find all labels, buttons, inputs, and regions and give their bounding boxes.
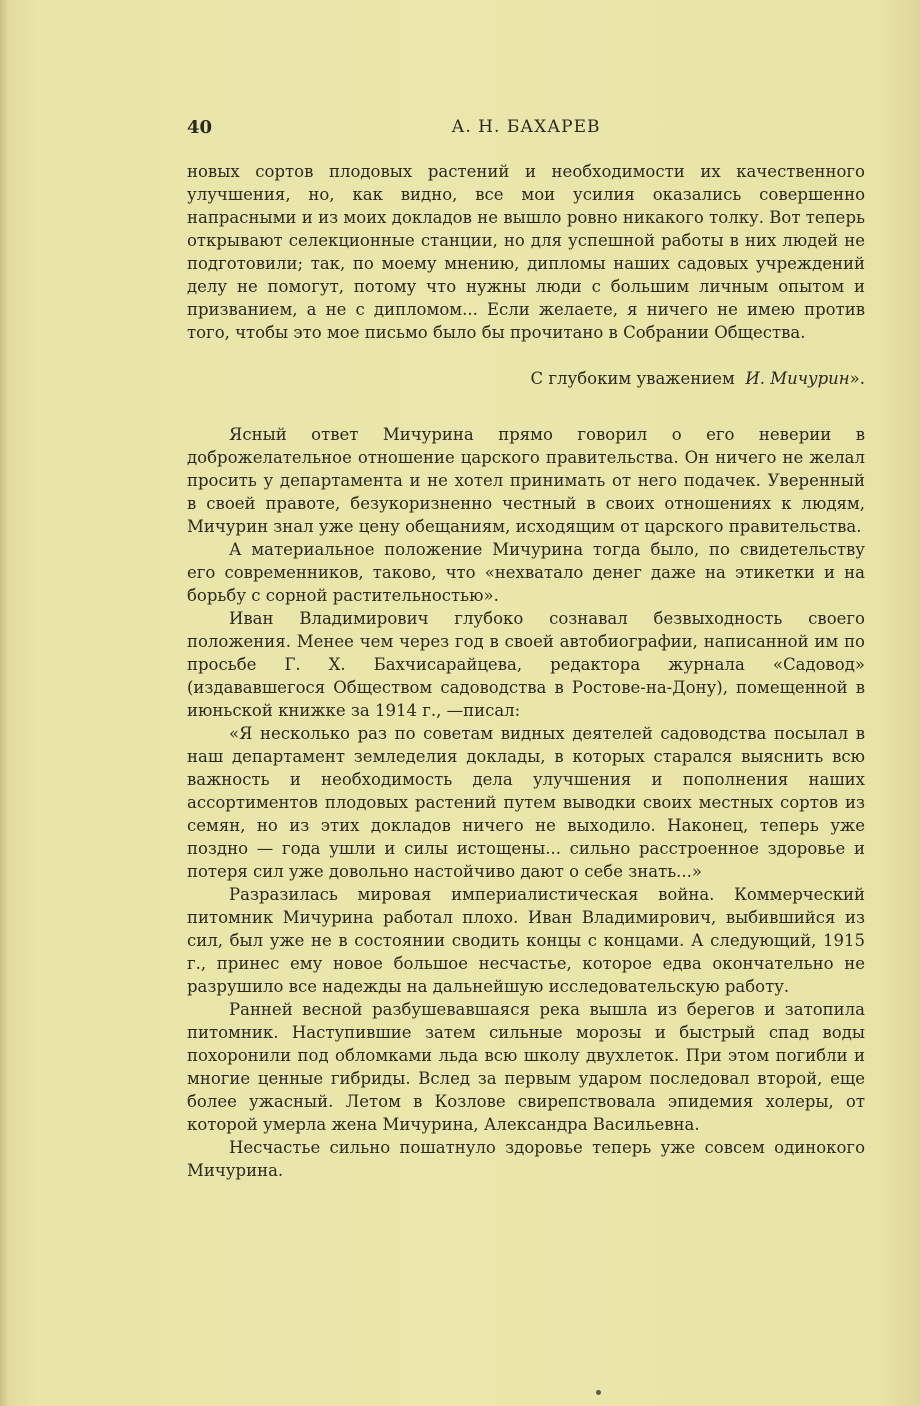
page-number: 40 <box>187 117 213 138</box>
letter-closing-quote: ». <box>849 369 865 388</box>
body-paragraph-7: Несчастье сильно пошатнуло здоровье теперь уже совсем одинокого Мичурина. <box>187 1138 865 1180</box>
main-text-block <box>187 423 865 1182</box>
body-quote-paragraph: «Я несколько раз по советам видных деятелей садоводства посылал в наш департамент земледелия доклады, в которых старался выяснить всю важность и необходимость дела улучшения и пополнения наших ассортиментов плодовых растений путем выводки своих местных сортов из семян, но из этих докладов ничего не выходило. Наконец, теперь уже поздно — года ушли и силы истощены... сильно расстроенное здоровье и потеря сил уже довольно настойчиво дают о себе знать...» <box>187 724 865 881</box>
body-paragraph-3: Иван Владимирович глубоко сознавал безвыходность своего положения. Менее чем через год в своей автобиографии, написанной им по просьбе Г. Х. Бахчисарайцева, редактора журнала «Садовод» (издававшегося Обществом садоводства в Ростове-на-Дону), помещенной в июньской книжке за 1914 г., —писал: <box>187 609 865 720</box>
letter-signature: И. Мичурин <box>745 369 850 388</box>
letter-text-block <box>187 160 865 344</box>
page-header <box>187 117 865 141</box>
body-paragraph-5: Разразилась мировая империалистическая война. Коммерческий питомник Мичурина работал плохо. Иван Владимирович, выбившийся из сил, был уже не в состоянии сводить концы с концами. А следующий, 1915 г., принес ему новое большое несчастье, которое едва окончательно не разрушило все надежды на дальнейшую исследовательскую работу. <box>187 885 865 996</box>
running-head: А. Н. БАХАРЕВ <box>451 117 601 137</box>
page-binding-edge <box>0 0 8 1406</box>
body-paragraph-6: Ранней весной разбушевавшаяся река вышла из берегов и затопила питомник. Наступившие затем сильные морозы и быстрый спад воды похоронили под обломками льда всю школу двухлеток. При этом погибли и многие ценные гибриды. Вслед за первым ударом последовал второй, еще более ужасный. Летом в Козлове свирепствовала эпидемия холеры, от которой умерла жена Мичурина, Александра Васильевна. <box>187 1000 865 1134</box>
body-paragraph-1: Ясный ответ Мичурина прямо говорил о его неверии в доброжелательное отношение царского правительства. Он ничего не желал просить у департамента и не хотел принимать от него подачек. Уверенный в своей правоте, безукоризненно честный в своих отношениях к людям, Мичурин знал уже цену обещаниям, исходящим от царского правительства. <box>187 425 865 536</box>
print-speck <box>596 1390 601 1395</box>
letter-closing: С глубоким уважением <box>530 369 735 388</box>
letter-signature-line <box>187 367 865 390</box>
body-paragraph-2: А материальное положение Мичурина тогда было, по свидетельству его современников, таково, что «нехватало денег даже на этикетки и на борьбу с сорной растительностью». <box>187 540 865 605</box>
letter-paragraph: новых сортов плодовых растений и необходимости их качественного улучшения, но, как видно, все мои усилия оказались совершенно напрасными и из моих докладов не вышло ровно никакого толку. Вот теперь открывают селекционные станции, но для успешной работы в них людей не подготовили; так, по моему мнению, дипломы наших садовых учреждений делу не помогут, потому что нужны люди с большим личным опытом и призванием, а не с дипломом... Если желаете, я ничего не имею против того, чтобы это мое письмо было бы прочитано в Собрании Общества. <box>187 162 865 342</box>
